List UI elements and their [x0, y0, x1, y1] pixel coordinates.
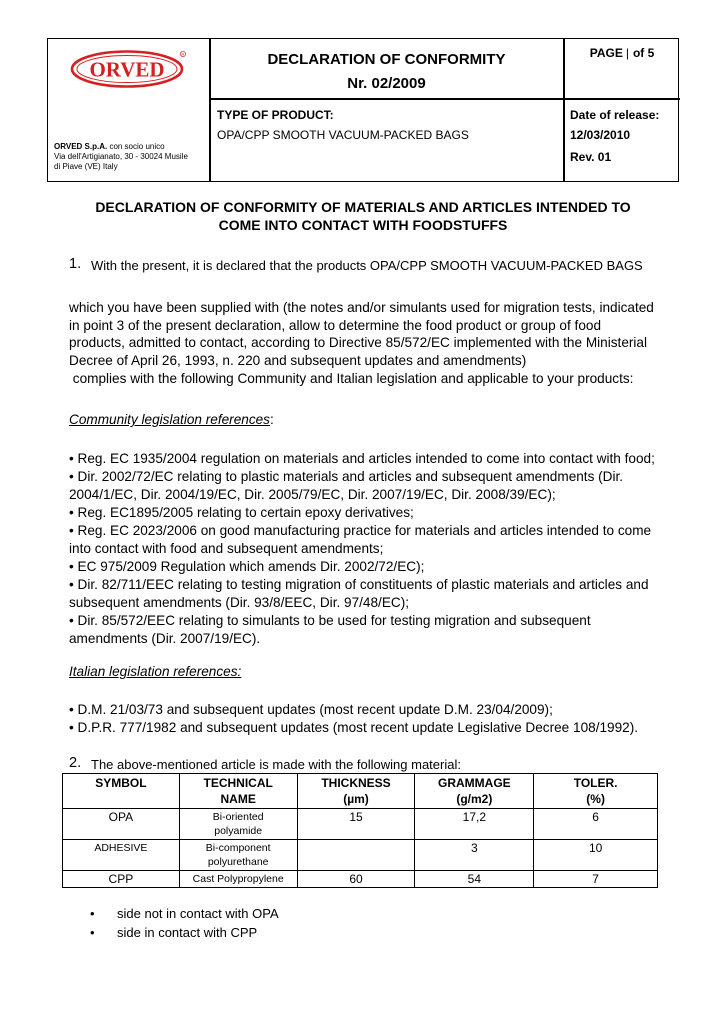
cell-thickness: 15: [297, 809, 415, 840]
legislation-ref: • D.M. 21/03/73 and subsequent updates (most recent update D.M. 23/04/2009);: [69, 702, 553, 717]
logo-text: ORVED: [89, 57, 165, 82]
company-name: ORVED S.p.A.: [54, 142, 108, 151]
legislation-ref: • Reg. EC 1935/2004 regulation on materials and articles intended to come into contact with food;: [69, 451, 655, 466]
side-list: [90, 904, 279, 942]
header-box: [47, 38, 679, 182]
cell-symbol: CPP: [63, 871, 180, 888]
cell-grammage: 54: [415, 871, 534, 888]
item-text: The above-mentioned article is made with the following material:: [91, 757, 461, 772]
item-text: With the present, it is declared that the products OPA/CPP SMOOTH VACUUM-PACKED BAGS: [91, 258, 643, 273]
compliance-paragraph: complies with the following Community and Italian legislation and applicable to your products:: [69, 371, 634, 386]
company-address: Via dell'Artigianato, 30 - 30024 Musile: [54, 152, 188, 161]
legislation-ref: • D.P.R. 777/1982 and subsequent updates (most recent update Legislative Decree 108/1992).: [69, 720, 639, 735]
materials-table: [62, 773, 658, 888]
date-label: Date of release:: [570, 108, 660, 122]
heading-colon: :: [269, 412, 274, 427]
svg-text:R: R: [181, 51, 185, 57]
cell-thickness: 60: [297, 871, 415, 888]
item-number: 2.: [69, 755, 82, 771]
table-row: [63, 840, 658, 871]
col-header-technical-name: TECHNICAL NAME: [179, 774, 297, 809]
type-value: OPA/CPP SMOOTH VACUUM-PACKED BAGS: [217, 128, 469, 142]
item-number: 1.: [69, 256, 82, 272]
legislation-ref: • Reg. EC 2023/2006 on good manufacturing practice for materials and articles intended to come into contact with food and subsequent amendments;: [69, 523, 652, 556]
list-item: • side not in contact with OPA: [90, 904, 279, 923]
cell-grammage: 17,2: [415, 809, 534, 840]
cell-tolerance: 10: [534, 840, 658, 871]
cell-tolerance: 7: [534, 871, 658, 888]
col-header-tolerance: TOLER. (%): [534, 774, 658, 809]
doc-title: DECLARATION OF CONFORMITY: [267, 51, 506, 68]
main-title-line: COME INTO CONTACT WITH FOODSTUFFS: [218, 217, 508, 233]
legislation-ref: • Dir. 2002/72/EC relating to plastic materials and articles and subsequent amendments (Dir. 2004/1/EC, Dir. 2004/19/EC, Dir. 2005/79/EC, Dir. 2007/19/EC, Dir. 2008/39/EC);: [69, 469, 624, 502]
company-suffix: con socio unico: [109, 142, 165, 151]
main-title-line: DECLARATION OF CONFORMITY OF MATERIALS AND ARTICLES INTENDED TO: [95, 199, 631, 215]
table-row: [63, 809, 658, 840]
community-heading: [69, 412, 274, 427]
page-indicator: PAGE | of 5: [589, 46, 655, 60]
legislation-ref: • Dir. 82/711/EEC relating to testing migration of constituents of plastic materials and articles and subsequent amendments (Dir. 93/8/EEC, Dir. 97/48/EC);: [69, 577, 649, 610]
italian-heading: Italian legislation references:: [69, 664, 242, 679]
cell-technical-name: Cast Polypropylene: [179, 871, 297, 888]
col-header-thickness: THICKNESS (µm): [297, 774, 415, 809]
cell-symbol: ADHESIVE: [63, 840, 180, 871]
intro-paragraph: which you have been supplied with (the notes and/or simulants used for migration tests, indicated in point 3 of the present declaration, allow to determine the food product or group of food products, admitted to contact, according to Directive 85/572/EC implemented with the Ministerial Decree of April 26, 1993, n. 220 and subsequent updates and amendments): [69, 300, 654, 369]
numbered-item-1: [69, 257, 659, 275]
cell-thickness: [297, 840, 415, 871]
header-divider: [563, 39, 565, 181]
legislation-ref: • Reg. EC1895/2005 relating to certain epoxy derivatives;: [69, 505, 414, 520]
table-row: [63, 871, 658, 888]
cell-technical-name: Bi-component polyurethane: [179, 840, 297, 871]
table-header-row: [63, 774, 658, 809]
type-label: TYPE OF PRODUCT:: [217, 108, 334, 122]
community-heading-text: Community legislation references: [69, 412, 270, 427]
main-title: [60, 198, 666, 234]
company-address: di Piave (VE) Italy: [54, 162, 118, 171]
page-of: of 5: [632, 46, 655, 60]
numbered-item-2: [69, 756, 659, 774]
cell-grammage: 3: [415, 840, 534, 871]
cell-symbol: OPA: [63, 809, 180, 840]
italian-refs-list: [69, 701, 659, 737]
revision: Rev. 01: [570, 150, 612, 164]
header-divider: [209, 98, 680, 100]
community-refs-list: [69, 450, 659, 648]
release-date: 12/03/2010: [570, 128, 631, 142]
orved-logo: [70, 49, 188, 89]
legislation-ref: • EC 975/2009 Regulation which amends Dir. 2002/72/EC);: [69, 559, 425, 574]
cell-tolerance: 6: [534, 809, 658, 840]
doc-number: Nr. 02/2009: [347, 75, 426, 92]
cell-technical-name: Bi-oriented polyamide: [179, 809, 297, 840]
col-header-symbol: SYMBOL: [63, 774, 180, 809]
list-item: • side in contact with CPP: [90, 923, 279, 942]
declaration-title: [210, 48, 563, 96]
page-label: PAGE: [589, 46, 623, 60]
company-info: [54, 142, 204, 172]
col-header-grammage: GRAMMAGE (g/m2): [415, 774, 534, 809]
legislation-ref: • Dir. 85/572/EEC relating to simulants to be used for testing migration and subsequent amendments (Dir. 2007/19/EC).: [69, 613, 591, 646]
